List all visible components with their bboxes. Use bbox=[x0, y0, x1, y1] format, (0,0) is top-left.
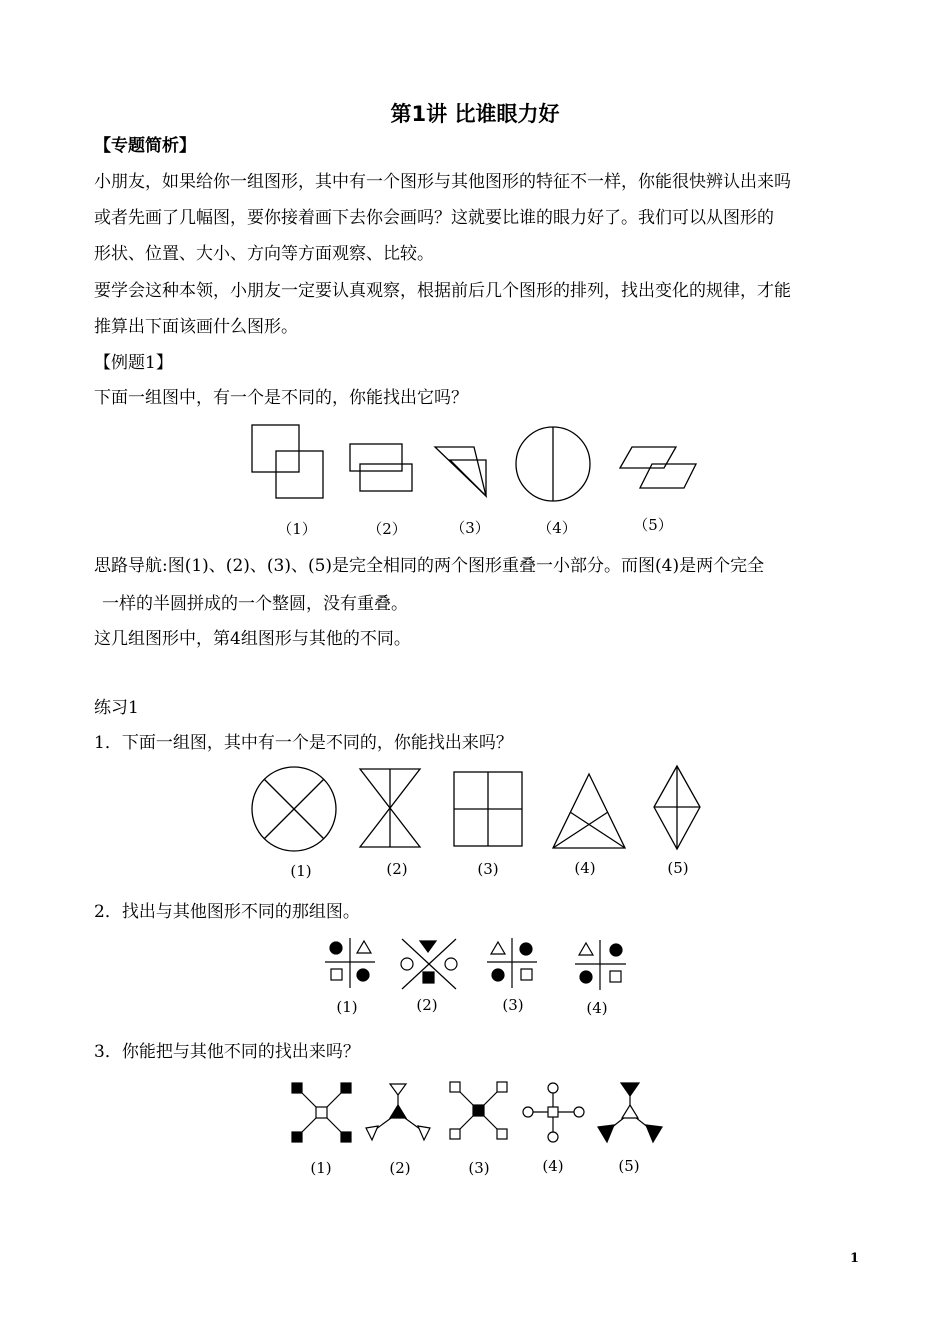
q2-figure-4 bbox=[575, 940, 626, 990]
q3-figure-1 bbox=[292, 1083, 351, 1142]
figure-caption: (4) bbox=[542, 1157, 564, 1175]
q3-figure-2 bbox=[366, 1084, 430, 1140]
example-figure-3 bbox=[435, 447, 486, 496]
q1-figure-5 bbox=[654, 766, 700, 849]
q1-figure-2 bbox=[360, 769, 420, 847]
q1-figure-4 bbox=[553, 774, 625, 848]
figure-caption: (1) bbox=[290, 862, 312, 880]
figure-caption: （2） bbox=[367, 520, 407, 538]
figure-caption: (4) bbox=[574, 859, 596, 877]
analysis-line: 思路导航:图(1)、(2)、(3)、(5)是完全相同的两个图形重叠一小部分。而图(4)是两个完全 bbox=[94, 556, 765, 576]
figure-caption: (2) bbox=[416, 996, 438, 1014]
figure-caption: (4) bbox=[586, 999, 608, 1017]
figure-caption: (3) bbox=[477, 860, 499, 878]
intro-line: 小朋友，如果给你一组图形，其中有一个图形与其他图形的特征不一样，你能很快辨认出来吗 bbox=[94, 172, 791, 192]
q2-figure-2 bbox=[401, 939, 457, 989]
figure-caption: (5) bbox=[618, 1157, 640, 1175]
analysis-line: 这几组图形中，第4组图形与其他的不同。 bbox=[94, 629, 411, 649]
intro-line: 形状、位置、大小、方向等方面观察、比较。 bbox=[94, 244, 434, 264]
figure-caption: (5) bbox=[667, 859, 689, 877]
question-2: 2．找出与其他图形不同的那组图。 bbox=[94, 902, 360, 922]
q3-figure-4 bbox=[523, 1083, 584, 1142]
figure-caption: (2) bbox=[386, 860, 408, 878]
figure-caption: (2) bbox=[389, 1159, 411, 1177]
example-figure-4 bbox=[516, 427, 590, 501]
intro-line: 要学会这种本领，小朋友一定要认真观察，根据前后几个图形的排列，找出变化的规律，才能 bbox=[94, 281, 791, 301]
question-3: 3．你能把与其他不同的找出来吗？ bbox=[94, 1042, 360, 1062]
q3-figure-5 bbox=[598, 1083, 662, 1142]
figure-caption: (1) bbox=[336, 998, 358, 1016]
q2-figure-3 bbox=[487, 938, 537, 988]
example-figure-1 bbox=[252, 425, 323, 498]
example-figure-2 bbox=[350, 444, 412, 491]
page-number: 1 bbox=[850, 1251, 860, 1266]
q1-figure-3 bbox=[454, 772, 522, 846]
intro-heading: 【专题简析】 bbox=[94, 136, 196, 156]
example-heading: 【例题1】 bbox=[94, 353, 173, 373]
intro-line: 推算出下面该画什么图形。 bbox=[94, 317, 298, 337]
figure-caption: （3） bbox=[450, 519, 490, 537]
figure-caption: （4） bbox=[537, 519, 577, 537]
example-question: 下面一组图中，有一个是不同的，你能找出它吗？ bbox=[94, 388, 468, 408]
figure-caption: （1） bbox=[277, 520, 317, 538]
page-title: 第1讲 比谁眼力好 bbox=[390, 102, 560, 126]
practice-heading: 练习1 bbox=[94, 698, 139, 718]
q2-figure-1 bbox=[325, 938, 375, 988]
example-figure-5 bbox=[620, 447, 696, 488]
question-1: 1．下面一组图，其中有一个是不同的，你能找出来吗？ bbox=[94, 733, 513, 753]
q3-figure-3 bbox=[450, 1082, 507, 1139]
intro-line: 或者先画了几幅图，要你接着画下去你会画吗？这就要比谁的眼力好了。我们可以从图形的 bbox=[94, 208, 774, 228]
figure-caption: (3) bbox=[502, 996, 524, 1014]
analysis-line: 一样的半圆拼成的一个整圆，没有重叠。 bbox=[102, 594, 408, 614]
figure-caption: （5） bbox=[633, 516, 673, 534]
figure-caption: (3) bbox=[468, 1159, 490, 1177]
q1-figure-1 bbox=[252, 767, 336, 851]
figure-caption: (1) bbox=[310, 1159, 332, 1177]
